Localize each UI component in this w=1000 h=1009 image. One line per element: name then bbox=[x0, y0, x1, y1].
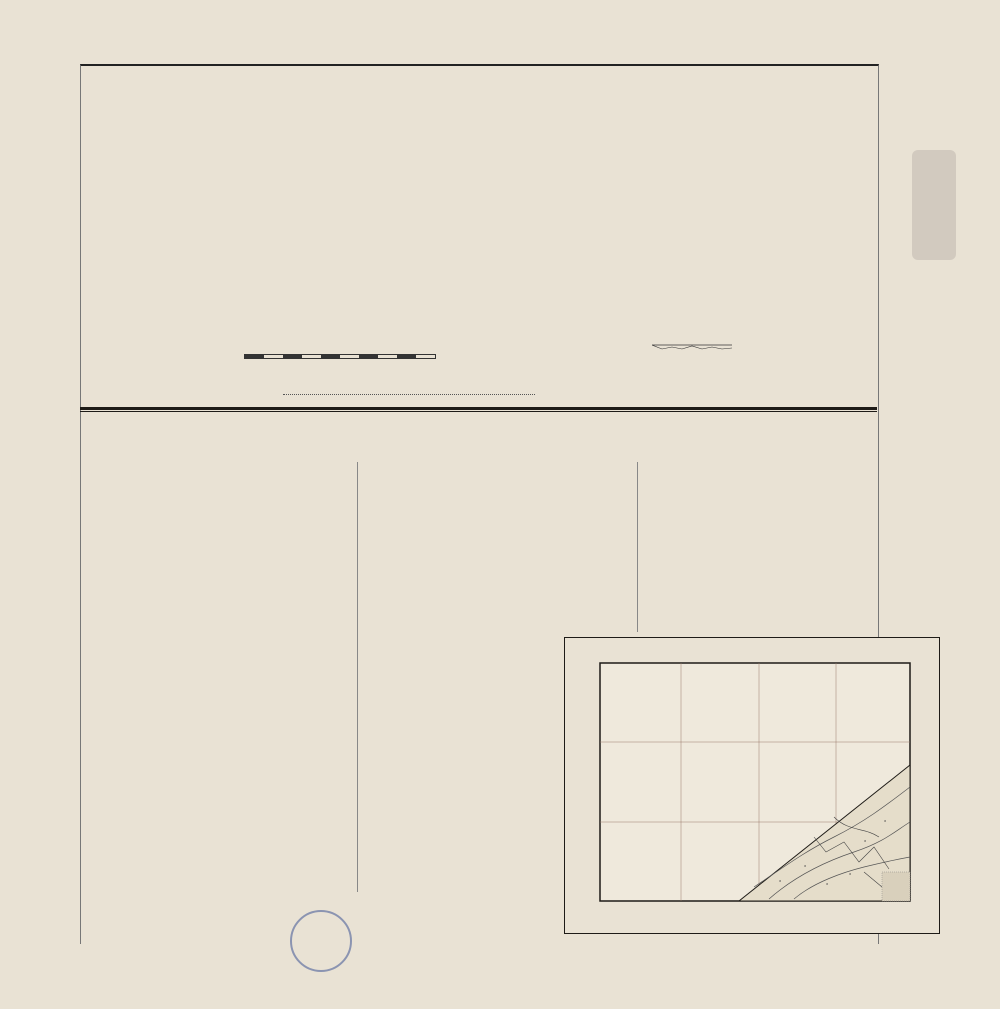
svg-text:ɑ: ɑ bbox=[849, 871, 852, 876]
svg-text:ɑ: ɑ bbox=[779, 878, 782, 883]
length-scale-bar bbox=[244, 354, 436, 359]
supplement-dotted-line bbox=[283, 394, 535, 395]
sheet-index-map bbox=[564, 637, 940, 934]
archive-stamp bbox=[290, 910, 352, 972]
svg-text:ɑ: ɑ bbox=[884, 818, 887, 823]
column-divider bbox=[637, 462, 638, 632]
svg-text:ɑ: ɑ bbox=[804, 863, 807, 868]
slope-scale-bar bbox=[652, 344, 732, 350]
svg-text:ɑ: ɑ bbox=[864, 838, 867, 843]
tape-remnant bbox=[912, 150, 956, 260]
divider-thin bbox=[80, 411, 877, 412]
column-divider bbox=[357, 462, 358, 892]
svg-text:ɑ: ɑ bbox=[826, 881, 829, 886]
divider-thick bbox=[80, 407, 877, 410]
